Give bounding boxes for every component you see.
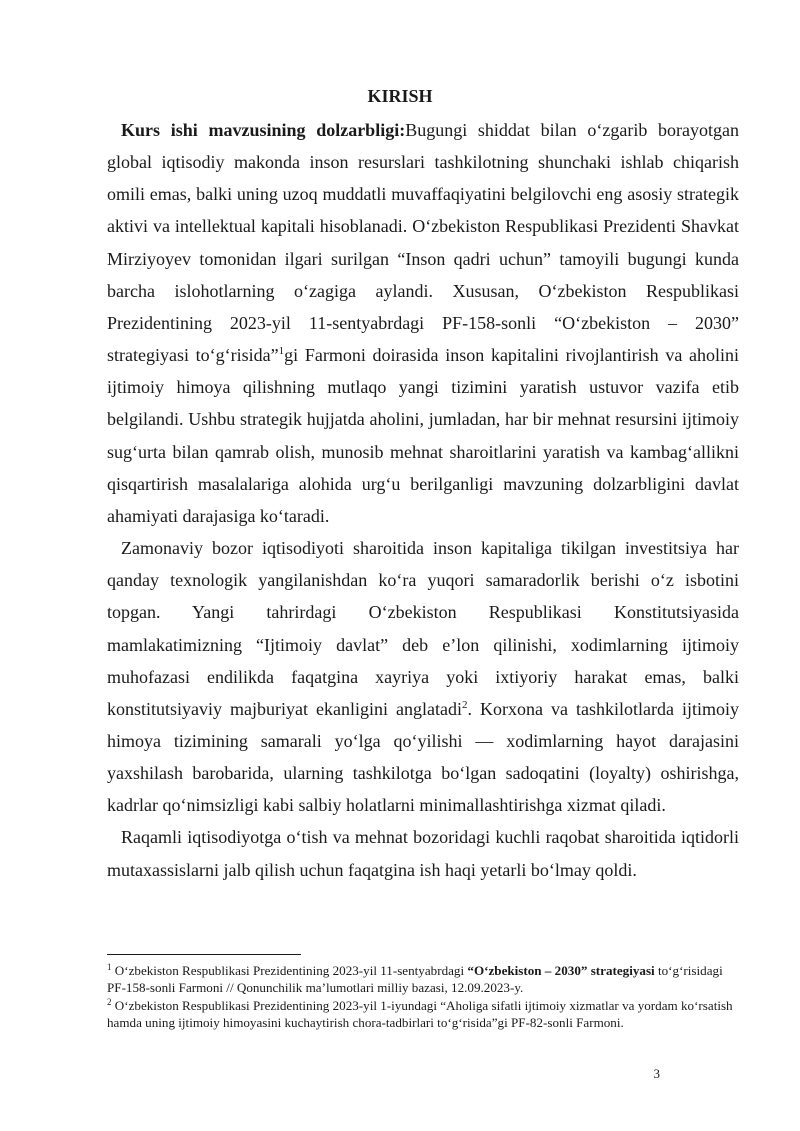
footnote-1 [107,962,739,997]
paragraph-text: Zamonaviy bozor iqtisodiyoti sharoitida inson kapitaliga tikilgan investitsiya har qanday texnologik yangilanishdan ko‘ra yuqori samaradorlik berishi o‘z isbotini topgan. Yangi tahrirdagi O‘zbekiston Respublikasi Konstitutsiyasida mamlakatimizning “Ijtimoiy davlat” deb e’lon qilinishi, xodimlarning ijtimoiy muhofazasi endilikda faqatgina xayriya yoki ixtiyoriy harakat emas, balki konstitutsiyaviy majburiyat ekanligini anglatadi [107,538,739,719]
footnotes [107,962,739,1032]
paragraph-text: . Korxona va tashkilotlarda ijtimoiy himoya tizimining samarali yo‘lga qo‘yilishi — xodimlarning hayot darajasini yaxshilash barobarida, ularning tashkilotga bo‘lgan sadoqatini (loyalty) oshirishga, kadrlar qo‘nimsizligi kabi salbiy holatlarni minimallashtirishga xizmat qiladi. [107,698,739,816]
paragraph-1 [107,114,739,532]
paragraph-2 [107,532,739,821]
footnote-bold-text: “O‘zbekiston – 2030” strategiyasi [467,963,655,978]
footnote-separator [107,954,301,955]
footnote-ref-2[interactable]: 2 [461,698,468,711]
page-number: 3 [653,1066,660,1081]
footnote-text: O‘zbekiston Respublikasi Prezidentining 2023-yil 1-iyundagi “Aholiga sifatli ijtimoiy xizmatlar va yordam ko‘rsatish hamda uning ijtimoiy himoyasini kuchaytirish chora-tadbirlari to‘g‘risida”gi PF-82-sonli Farmoni. [107,997,733,1031]
footnote-ref-1[interactable]: 1 [278,345,285,358]
footnote-text: O‘zbekiston Respublikasi Prezidentining 2023-yil 11-sentyabrdagi [111,963,468,978]
footnote-text: to‘g‘risidagi PF-158-sonli Farmoni // Qonunchilik ma’lumotlari milliy bazasi, 12.09.2023-y. [107,963,723,996]
paragraph-text: Bugungi shiddat bilan o‘zgarib borayotgan global iqtisodiy makonda inson resurslari tashkilotning shunchaki ishlab chiqarish omili emas, balki uning uzoq muddatli muvaffaqiyatini belgilovchi eng asosiy strategik aktivi va intellektual kapitali hisoblanadi. O‘zbekiston Respublikasi Prezidenti Shavkat Mirziyoyev tomonidan ilgari surilgan “Inson qadri uchun” tamoyili bugungi kunda barcha islohotlarning o‘zagiga aylandi. Xususan, O‘zbekiston Respublikasi Prezidentining 2023-yil 11-sentyabrdagi PF-158-sonli “O‘zbekiston – 2030” strategiyasi to‘g‘risida” [107,120,740,366]
page-title: KIRISH [367,86,433,106]
paragraph-text: gi Farmoni doirasida inson kapitalini rivojlantirish va aholini ijtimoiy himoya qilishning mutlaqo yangi tizimini yaratish ustuvor vazifa etib belgilandi. Ushbu strategik hujjatda aholini, jumladan, har bir mehnat resursini ijtimoiy sug‘urta bilan qamrab olish, munosib mehnat sharoitlarini yaratish va kambag‘allikni qisqartirish masalalariga alohida urg‘u berilganligi mavzuning dolzarbligini davlat ahamiyati darajasiga ko‘taradi. [107,345,739,526]
paragraph-lead: Kurs ishi mavzusining dolzarbligi: [121,120,406,140]
footnote-mark: 1 [107,962,112,972]
footnote-mark: 2 [107,996,112,1007]
paragraph-3 [107,821,739,885]
paragraph-text: Raqamli iqtisodiyotga o‘tish va mehnat bozoridagi kuchli raqobat sharoitida iqtidorli mutaxassislarni jalb qilish uchun faqatgina ish haqi yetarli bo‘lmay qoldi. [107,827,739,880]
body-text [107,114,739,886]
footnote-2 [107,997,739,1032]
